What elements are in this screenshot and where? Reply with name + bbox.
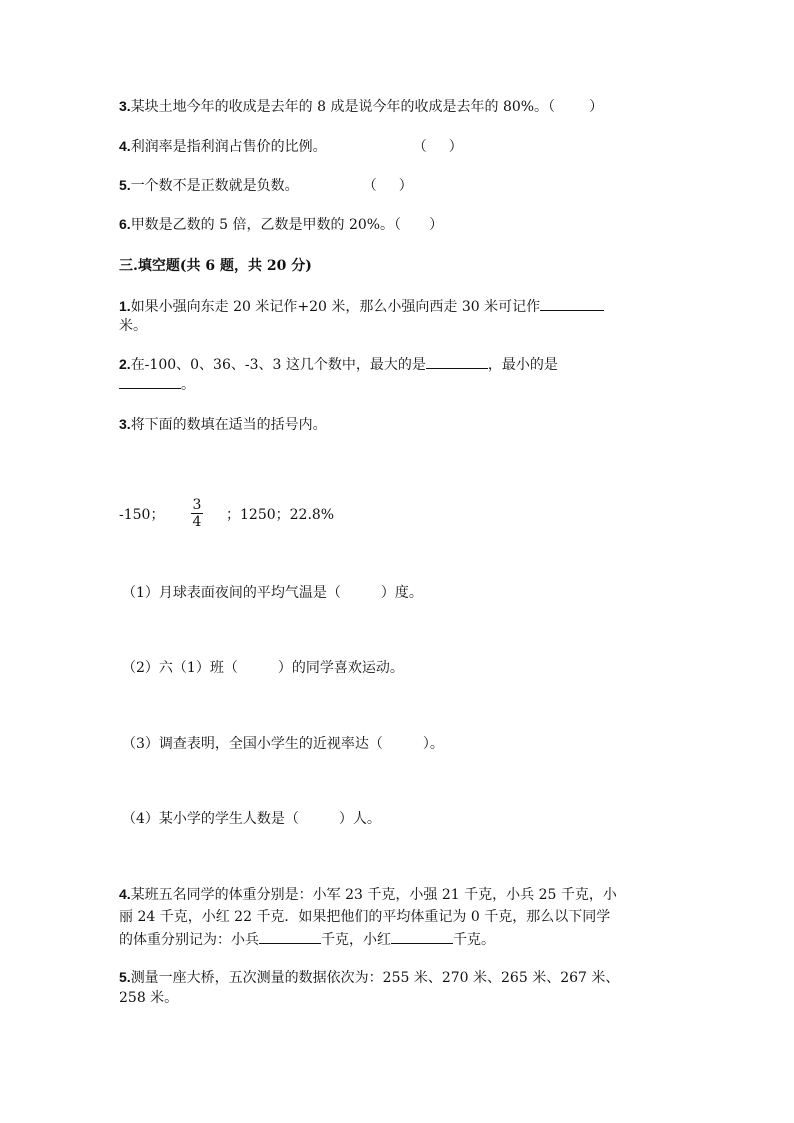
fraction [190,497,204,530]
question-number: 4. [119,138,131,154]
fill-question-4-line3 [119,929,495,950]
sub-question-text: （3）调查表明，全国小学生的近视率达（ [122,736,383,752]
sub-question-text: ）的同学喜欢运动。 [277,660,404,676]
question-text: 的体重分别记为：小兵 [119,932,259,948]
question-number: 6. [119,216,131,232]
answer-blank[interactable] [540,296,604,311]
answer-paren-close: ） [448,139,463,155]
question-text: ，最小的是 [487,357,558,373]
fill-question-2 [119,354,558,375]
fill-question-4 [119,884,617,905]
judge-question-6 [119,214,443,235]
fill-question-4-line2: 丽 24 千克，小红 22 千克．如果把他们的平均体重记为 0 千克，那么以下同学 [119,909,611,925]
question-text: 千克。 [453,932,495,948]
answer-blank[interactable] [391,929,453,944]
question-number: 5. [119,177,131,193]
judge-question-5 [119,175,413,196]
judge-question-3 [119,96,603,117]
sub-question-3 [122,734,444,754]
sub-question-4 [122,809,381,829]
answer-paren-open: （ [412,139,427,155]
sub-question-text: （4）某小学的学生人数是（ [122,811,299,827]
question-text: 如果小强向东走 20 米记作+20 米，那么小强向西走 30 米可记作 [130,299,541,315]
sub-question-2 [122,658,404,678]
question-text: 测量一座大桥，五次测量的数据依次为：255 米、270 米、265 米、267 米、 [130,970,620,986]
sub-question-text: （2）六（1）班（ [122,660,238,676]
question-text: 某班五名同学的体重分别是：小军 23 千克，小强 21 千克，小兵 25 千克，小 [130,887,617,903]
number-list-b: ；1250；22.8% [226,507,335,523]
question-number: 5. [119,969,131,985]
question-number: 4. [119,886,131,902]
question-text: 某块土地今年的收成是去年的 8 成是说今年的收成是去年的 80%。（ [130,99,556,115]
answer-blank[interactable] [426,354,488,369]
question-text: 在-100、0、36、-3、3 这几个数中，最大的是 [130,357,426,373]
section-heading: 三.填空题(共 6 题，共 20 分) [119,258,312,274]
sub-question-text: （1）月球表面夜间的平均气温是（ [122,585,341,601]
answer-paren-close: ） [429,217,444,233]
fill-question-2-cont [119,374,195,395]
answer-paren-close: ） [589,99,604,115]
fraction-numerator: 3 [192,497,202,513]
judge-question-4 [119,136,463,157]
question-text: 一个数不是正数就是负数。 [130,178,299,194]
fill-question-1-cont: 米。 [119,318,147,334]
question-number: 3. [119,98,131,114]
sub-question-text: ）度。 [380,585,423,601]
sub-question-text: ）人。 [338,811,381,827]
question-text: 利润率是指利润占售价的比例。 [130,139,327,155]
answer-paren-open: （ [362,178,377,194]
question-text: 甲数是乙数的 5 倍，乙数是甲数的 20%。（ [130,217,402,233]
question-text: 千克，小红 [321,932,391,948]
answer-blank[interactable] [259,929,321,944]
question-number: 1. [119,298,131,314]
answer-blank[interactable] [119,374,181,389]
answer-paren-close: ） [398,178,413,194]
question-number: 3. [119,416,131,432]
fill-question-3 [119,414,327,435]
fill-question-5 [119,967,619,988]
fraction-denominator: 4 [192,514,202,530]
sub-question-text: ）。 [422,736,444,752]
fill-question-1 [119,296,604,317]
fill-question-5-line2: 258 米。 [119,990,179,1006]
question-text: 。 [181,377,195,393]
question-number: 2. [119,356,131,372]
sub-question-1 [122,583,423,603]
question-text: 将下面的数填在适当的括号内。 [130,417,327,433]
number-list-a: -150； [119,507,165,523]
